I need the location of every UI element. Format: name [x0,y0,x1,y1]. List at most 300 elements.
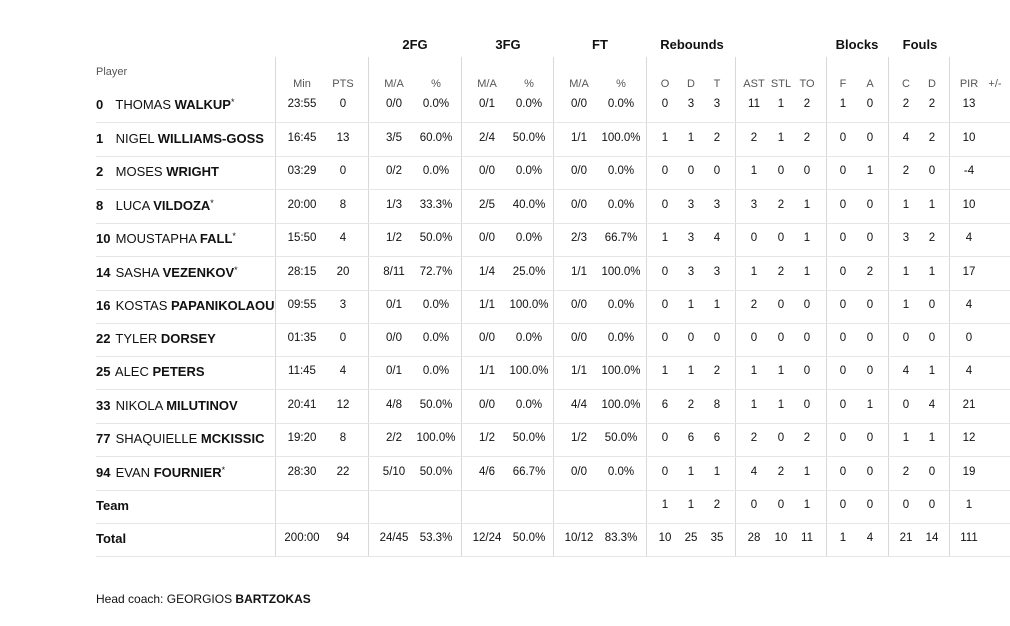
stat-reb-t: 2 [713,499,721,511]
column-header-3fg-ma: M/A [477,78,497,90]
stat-blk-f: 1 [839,98,847,110]
player-row[interactable] [0,222,1010,255]
player-first-name: TYLER [115,331,158,346]
stat-reb-d: 0 [687,332,695,344]
stat-ft-pct: 0.0% [607,332,635,344]
player-last-name: FOURNIER [153,465,222,480]
stat-2fg-ma: 1/3 [386,199,402,211]
player-number: 22 [96,331,111,346]
stat-reb-t: 4 [713,232,721,244]
stat-reb-o: 0 [661,266,669,278]
stat-pts: 20 [336,266,350,278]
player-name[interactable] [96,155,219,188]
stat-reb-o: 0 [661,98,669,110]
stat-reb-d: 3 [687,199,695,211]
stat-2fg-ma: 1/2 [386,232,402,244]
player-name[interactable] [96,222,236,255]
stat-blk-f: 0 [839,332,847,344]
player-name[interactable] [96,289,275,322]
stat-min: 11:45 [288,365,316,377]
stat-3fg-pct: 0.0% [515,332,543,344]
stat-foul-d: 1 [928,266,936,278]
stat-to: 1 [803,199,811,211]
stat-blk-f: 0 [839,432,847,444]
stat-ast: 2 [750,132,758,144]
stat-3fg-ma: 0/0 [479,165,495,177]
stat-pir: 19 [962,466,976,478]
stat-2fg-ma: 4/8 [386,399,402,411]
stat-pts: 13 [336,132,350,144]
stat-ft-pct: 100.0% [601,399,641,411]
player-row[interactable] [0,289,1010,322]
stat-blk-a: 0 [866,299,874,311]
stat-reb-o: 1 [661,232,669,244]
stat-foul-d: 14 [925,532,939,544]
column-header-ft-pct: % [616,78,626,90]
stat-ast: 2 [750,432,758,444]
stat-min: 15:50 [287,232,317,244]
column-header-3fg-pct: % [524,78,534,90]
stat-3fg-ma: 1/2 [479,432,495,444]
stat-stl: 0 [777,499,785,511]
stat-stl: 1 [777,98,785,110]
stat-blk-f: 0 [839,266,847,278]
player-number: 2 [96,164,104,179]
stat-pts: 3 [339,299,347,311]
player-name[interactable] [96,456,225,489]
stat-2fg-ma: 5/10 [382,466,406,478]
player-last-name: FALL [199,231,233,246]
stat-3fg-pct: 0.0% [515,399,543,411]
stat-ft-ma: 2/3 [571,232,587,244]
player-number: 33 [96,398,111,413]
player-number: 8 [96,198,104,213]
stat-stl: 0 [777,232,785,244]
player-name[interactable] [96,189,214,222]
player-row[interactable] [0,189,1010,222]
player-name[interactable] [96,422,264,455]
player-last-name: DORSEY [160,331,216,346]
group-header-ft: FT [592,37,608,52]
column-header-2fg-pct: % [431,78,441,90]
stat-3fg-ma: 2/5 [479,199,495,211]
stat-reb-t: 2 [713,132,721,144]
stat-ast: 0 [750,232,758,244]
column-header-blk-f: F [839,78,847,90]
stat-reb-o: 0 [661,299,669,311]
stat-3fg-pct: 0.0% [515,165,543,177]
stat-reb-d: 1 [687,132,695,144]
stat-ast: 28 [747,532,761,544]
player-number: 16 [96,298,111,313]
stat-ft-pct: 0.0% [607,466,635,478]
starter-marker: * [221,465,226,475]
player-first-name: MOSES [115,164,163,179]
group-header-rebounds: Rebounds [660,37,724,52]
stat-blk-f: 0 [839,299,847,311]
stat-min: 16:45 [287,132,317,144]
player-number: 25 [96,364,111,379]
stat-2fg-pct: 100.0% [416,432,456,444]
stat-blk-f: 0 [839,132,847,144]
group-header-3fg: 3FG [495,37,521,52]
stat-stl: 2 [777,466,785,478]
stat-2fg-pct: 0.0% [422,299,450,311]
stat-reb-t: 35 [710,532,724,544]
column-header-pir: PIR [959,78,979,90]
stat-2fg-pct: 53.3% [419,532,453,544]
column-header-stl: STL [770,78,792,90]
stat-foul-c: 1 [902,432,910,444]
stat-2fg-pct: 0.0% [422,365,450,377]
stat-3fg-pct: 50.0% [512,432,546,444]
total-row [0,522,1010,555]
stat-foul-c: 3 [902,232,910,244]
player-first-name: ALEC [114,364,149,379]
stat-stl: 0 [777,332,785,344]
stat-2fg-pct: 0.0% [422,165,450,177]
stat-stl: 2 [777,199,785,211]
column-header-foul-c: C [902,78,910,90]
head-coach [96,592,311,606]
player-number: 1 [96,131,104,146]
stat-3fg-pct: 50.0% [512,132,546,144]
stat-3fg-ma: 0/1 [479,98,495,110]
stat-pts: 0 [339,165,347,177]
stat-2fg-pct: 60.0% [419,132,453,144]
stat-reb-t: 0 [713,165,721,177]
stat-to: 0 [803,299,811,311]
stat-reb-t: 8 [713,399,721,411]
stat-2fg-pct: 72.7% [419,266,453,278]
stat-reb-o: 0 [661,165,669,177]
player-last-name: MCKISSIC [200,431,265,446]
player-row[interactable] [0,256,1010,289]
stat-blk-a: 0 [866,466,874,478]
stat-blk-f: 0 [839,199,847,211]
stat-stl: 10 [774,532,788,544]
stat-stl: 1 [777,132,785,144]
head-coach-last-name: BARTZOKAS [235,592,311,606]
stat-reb-d: 6 [687,432,695,444]
stat-reb-t: 3 [713,199,721,211]
player-last-name: PAPANIKOLAOU [171,298,275,313]
stat-ft-ma: 0/0 [571,199,587,211]
player-row[interactable] [0,422,1010,455]
stat-stl: 1 [777,365,785,377]
stat-pts: 94 [336,532,350,544]
stat-2fg-ma: 8/11 [383,266,405,278]
stat-stl: 0 [777,299,785,311]
stat-2fg-ma: 0/1 [386,299,402,311]
player-column-header: Player [96,66,128,78]
stat-min: 28:30 [287,466,317,478]
stat-2fg-pct: 50.0% [419,466,453,478]
stat-to: 0 [803,165,811,177]
player-row[interactable] [0,88,1010,121]
stat-reb-t: 6 [713,432,721,444]
stat-blk-a: 0 [866,499,874,511]
stat-pts: 0 [339,332,347,344]
player-last-name: MILUTINOV [166,398,238,413]
stat-blk-a: 2 [866,266,874,278]
stat-min: 03:29 [287,165,317,177]
stat-3fg-ma: 0/0 [479,332,495,344]
stat-pts: 4 [339,232,347,244]
player-last-name: WRIGHT [166,164,219,179]
player-last-name: WILLIAMS-GOSS [157,131,264,146]
stat-3fg-pct: 50.0% [512,532,546,544]
stat-pir: -4 [963,165,975,177]
stat-3fg-ma: 0/0 [479,232,495,244]
player-first-name: LUCA [115,198,150,213]
stat-reb-d: 25 [684,532,698,544]
stat-pir: 17 [962,266,976,278]
team-row [0,489,1010,522]
player-row[interactable] [0,155,1010,188]
column-header-pts: PTS [332,78,354,90]
stat-to: 0 [803,365,811,377]
player-name[interactable] [96,256,238,289]
stat-foul-d: 1 [928,432,936,444]
stat-pts: 22 [336,466,350,478]
stat-to: 1 [803,499,811,511]
player-last-name: PETERS [152,364,205,379]
stat-pts: 8 [339,199,347,211]
stat-reb-o: 0 [661,199,669,211]
head-coach-label: Head coach: [96,592,164,606]
stat-to: 2 [803,432,811,444]
stat-pir: 1 [965,499,973,511]
player-name[interactable] [96,88,235,121]
stat-3fg-ma: 12/24 [472,532,502,544]
player-row[interactable] [0,322,1010,355]
stat-ast: 2 [750,299,758,311]
stat-foul-c: 21 [899,532,913,544]
stat-ft-pct: 66.7% [604,232,638,244]
stat-blk-a: 0 [866,98,874,110]
stat-foul-d: 2 [928,132,936,144]
column-header-reb-d: D [687,78,695,90]
stat-3fg-pct: 66.7% [512,466,546,478]
team-label: Team [96,498,129,513]
starter-marker: * [230,97,235,107]
player-first-name: MOUSTAPHA [115,231,197,246]
stat-min: 01:35 [287,332,317,344]
stat-ft-ma: 1/1 [571,365,587,377]
stat-to: 2 [803,98,811,110]
stat-ast: 11 [748,98,760,110]
stat-ast: 1 [750,165,758,177]
stat-ft-pct: 100.0% [601,266,641,278]
player-name[interactable] [96,389,238,422]
stat-pir: 21 [962,399,976,411]
player-first-name: EVAN [115,465,151,480]
stat-3fg-pct: 25.0% [512,266,546,278]
stat-ft-ma: 1/1 [571,132,587,144]
stat-blk-a: 4 [866,532,874,544]
stat-3fg-ma: 1/4 [479,266,495,278]
stat-reb-d: 1 [687,466,695,478]
stat-blk-a: 0 [866,199,874,211]
stat-reb-d: 1 [687,299,695,311]
player-first-name: KOSTAS [115,298,168,313]
stat-to: 1 [803,232,811,244]
stat-foul-d: 4 [928,399,936,411]
stat-foul-d: 2 [928,232,936,244]
stat-reb-t: 2 [713,365,721,377]
stat-foul-d: 0 [928,499,936,511]
stat-reb-d: 0 [687,165,695,177]
stat-foul-c: 0 [902,332,910,344]
stat-reb-t: 1 [713,299,721,311]
stat-foul-c: 2 [902,466,910,478]
starter-marker: * [234,265,238,275]
stat-ast: 1 [750,399,758,411]
stat-pir: 0 [965,332,973,344]
group-header-blocks: Blocks [835,37,879,52]
player-first-name: NIGEL [115,131,155,146]
stat-blk-a: 1 [866,165,874,177]
player-number: 94 [96,465,111,480]
player-row[interactable] [0,456,1010,489]
stat-blk-a: 0 [866,332,874,344]
stat-3fg-ma: 1/1 [479,365,495,377]
stat-pir: 4 [965,299,973,311]
stat-blk-a: 0 [866,232,874,244]
stat-ft-ma: 4/4 [571,399,587,411]
stat-reb-o: 10 [658,532,672,544]
stat-reb-o: 1 [661,132,669,144]
stat-foul-d: 0 [928,165,936,177]
stat-2fg-ma: 2/2 [386,432,402,444]
stat-to: 1 [803,266,811,278]
stat-blk-a: 0 [866,365,874,377]
player-name[interactable] [96,322,216,355]
stat-to: 0 [803,399,811,411]
stat-ft-ma: 0/0 [571,332,587,344]
stat-pts: 12 [336,399,350,411]
stat-foul-d: 1 [928,365,936,377]
stat-ft-ma: 1/2 [571,432,587,444]
stat-reb-d: 1 [687,499,695,511]
stat-ast: 3 [750,199,758,211]
stat-reb-t: 3 [713,98,721,110]
stat-pts: 4 [339,365,347,377]
player-first-name: NIKOLA [115,398,163,413]
stat-blk-f: 0 [839,499,847,511]
stat-ast: 0 [750,332,758,344]
stat-2fg-ma: 0/0 [386,98,402,110]
stat-pir: 12 [962,432,976,444]
stat-3fg-ma: 0/0 [479,399,495,411]
stat-blk-f: 0 [839,165,847,177]
stat-reb-o: 0 [661,332,669,344]
stat-reb-o: 1 [661,365,669,377]
player-row[interactable] [0,122,1010,155]
stat-ast: 1 [750,365,758,377]
stat-foul-c: 2 [902,98,910,110]
stat-2fg-pct: 33.3% [419,199,453,211]
stat-reb-d: 3 [687,98,695,110]
player-name[interactable] [96,355,205,388]
stat-ft-pct: 50.0% [604,432,638,444]
stat-blk-f: 0 [839,399,847,411]
stat-foul-d: 0 [928,466,936,478]
stat-reb-d: 1 [687,365,695,377]
stat-pir: 10 [962,132,976,144]
stat-min: 200:00 [284,532,320,544]
stat-ft-pct: 0.0% [607,199,635,211]
player-row[interactable] [0,355,1010,388]
stat-foul-c: 2 [902,165,910,177]
stat-3fg-ma: 1/1 [479,299,495,311]
stat-pts: 8 [339,432,347,444]
stat-foul-d: 0 [928,332,936,344]
stat-blk-f: 0 [839,232,847,244]
stat-pir: 13 [962,98,976,110]
stat-reb-d: 2 [687,399,695,411]
column-header-foul-d: D [928,78,936,90]
column-header-ast: AST [743,78,765,90]
stat-min: 23:55 [287,98,317,110]
stat-3fg-pct: 40.0% [512,199,546,211]
stat-foul-d: 1 [928,199,936,211]
stat-ft-ma: 0/0 [571,165,587,177]
stat-reb-o: 1 [661,499,669,511]
stat-2fg-ma: 24/45 [379,532,409,544]
stat-ft-pct: 0.0% [607,165,635,177]
stat-blk-f: 0 [839,365,847,377]
total-label: Total [96,531,127,546]
player-number: 77 [96,431,111,446]
starter-marker: * [210,198,214,208]
stat-2fg-ma: 0/1 [386,365,402,377]
column-header-2fg-ma: M/A [384,78,404,90]
stat-pir: 111 [960,532,978,544]
stat-to: 2 [803,132,811,144]
starter-marker: * [232,231,236,241]
stat-ft-pct: 0.0% [607,98,635,110]
column-header-to: TO [799,78,815,90]
stat-ft-ma: 10/12 [564,532,594,544]
stat-stl: 1 [777,399,785,411]
stat-foul-c: 1 [902,299,910,311]
stat-foul-c: 1 [902,199,910,211]
stat-2fg-pct: 0.0% [422,98,450,110]
stat-foul-d: 0 [928,299,936,311]
stat-reb-t: 1 [713,466,721,478]
stat-reb-d: 3 [687,232,695,244]
stat-foul-c: 0 [902,399,910,411]
stat-reb-o: 0 [661,466,669,478]
stat-reb-o: 0 [661,432,669,444]
stat-2fg-ma: 0/0 [386,332,402,344]
stat-3fg-pct: 100.0% [509,299,549,311]
stat-ft-ma: 0/0 [571,299,587,311]
stat-ft-pct: 100.0% [601,132,641,144]
stat-reb-t: 0 [713,332,721,344]
player-row[interactable] [0,389,1010,422]
stat-foul-c: 1 [902,266,910,278]
player-name[interactable] [96,122,264,155]
column-header-blk-a: A [866,78,874,90]
column-header-ft-ma: M/A [569,78,589,90]
stat-min: 20:41 [287,399,317,411]
stat-reb-d: 3 [687,266,695,278]
player-last-name: VEZENKOV [162,265,235,280]
stat-2fg-pct: 0.0% [422,332,450,344]
